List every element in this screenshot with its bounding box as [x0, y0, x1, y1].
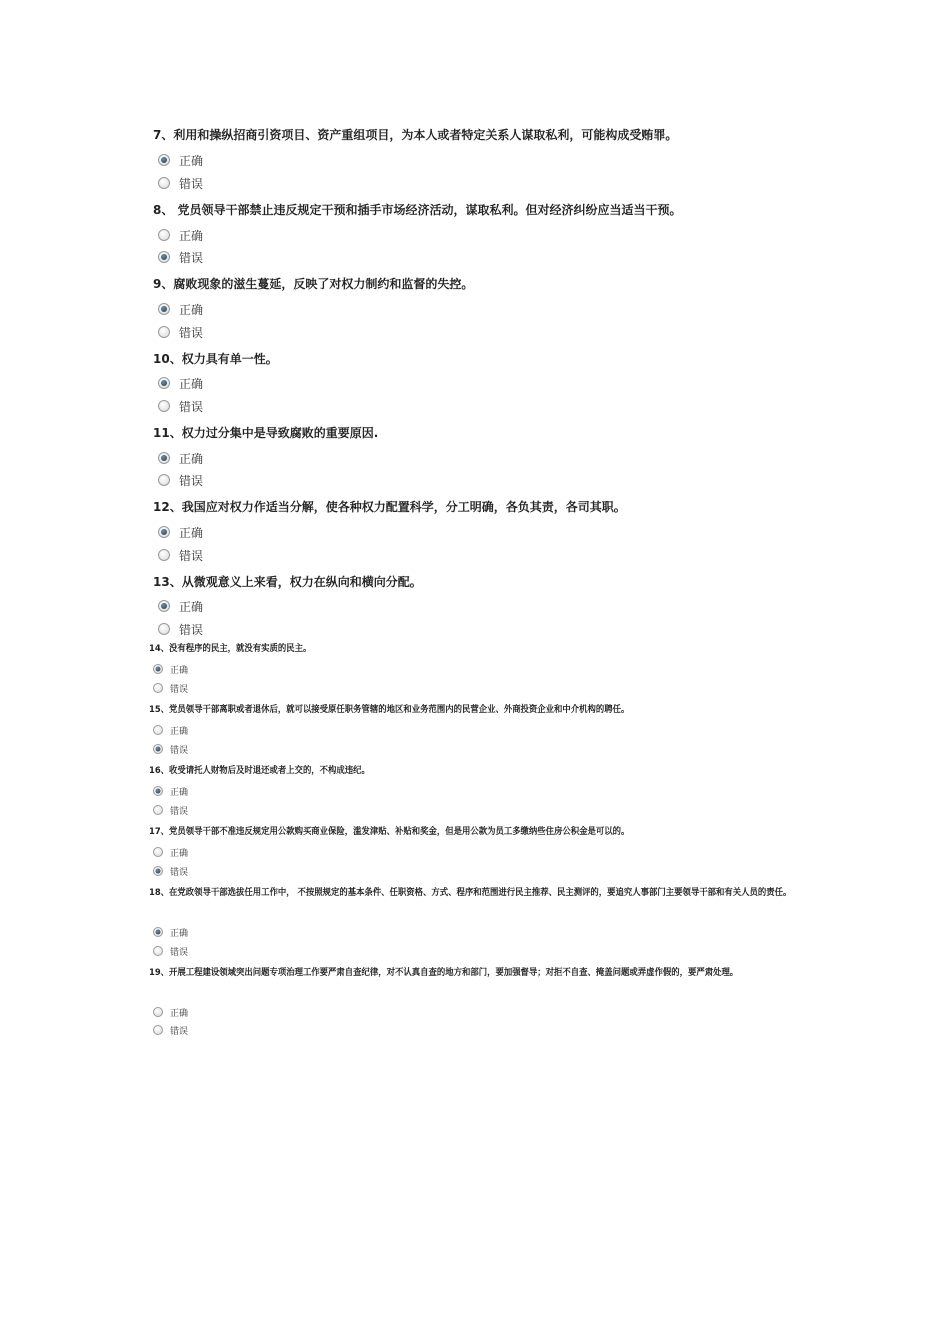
- option-label: 错误: [170, 867, 189, 878]
- option-false[interactable]: [158, 249, 203, 265]
- question-text: 15、党员领导干部离职或者退休后，就可以接受原任职务管辖的地区和业务范围内的民营企业、外商投资企业和中介机构的聘任。: [149, 705, 630, 715]
- question-text: 18、在党政领导干部选拔任用工作中， 不按照规定的基本条件、任职资格、方式、程序和范围进行民主推荐、民主测评的，要追究人事部门主要领导干部和有关人员的责任。: [149, 888, 792, 898]
- question-text: 7、利用和操纵招商引资项目、资产重组项目，为本人或者特定关系人谋取私利，可能构成受贿罪。: [153, 128, 678, 142]
- radio-button-icon[interactable]: [153, 786, 163, 796]
- option-label: 正确: [170, 726, 189, 737]
- option-label: 错误: [179, 176, 204, 191]
- option-false[interactable]: [153, 804, 188, 816]
- radio-button-icon[interactable]: [153, 946, 163, 956]
- option-label: 错误: [179, 399, 204, 414]
- option-true[interactable]: [153, 1006, 188, 1018]
- option-label: 正确: [179, 451, 204, 466]
- radio-button-icon[interactable]: [158, 303, 170, 315]
- option-label: 正确: [170, 928, 189, 939]
- option-label: 错误: [170, 1026, 189, 1037]
- option-true[interactable]: [158, 375, 203, 391]
- radio-button-icon[interactable]: [158, 326, 170, 338]
- option-false[interactable]: [153, 945, 188, 957]
- question-text: 19、开展工程建设领域突出问题专项治理工作要严肃自查纪律，对不认真自查的地方和部门，要加强督导；对拒不自查、掩盖问题或弄虚作假的，要严肃处理。: [149, 968, 739, 978]
- radio-button-icon[interactable]: [153, 1007, 163, 1017]
- option-false[interactable]: [158, 398, 203, 414]
- question-text: 12、我国应对权力作适当分解，使各种权力配置科学，分工明确，各负其责，各司其职。: [153, 500, 626, 514]
- option-label: 错误: [179, 325, 204, 340]
- radio-button-icon[interactable]: [153, 847, 163, 857]
- option-true[interactable]: [158, 524, 203, 540]
- option-false[interactable]: [158, 547, 203, 563]
- radio-button-icon[interactable]: [158, 623, 170, 635]
- question-text: 16、收受请托人财物后及时退还或者上交的，不构成违纪。: [149, 766, 370, 776]
- radio-button-icon[interactable]: [158, 452, 170, 464]
- radio-button-icon[interactable]: [153, 725, 163, 735]
- option-label: 错误: [170, 684, 189, 695]
- option-label: 错误: [170, 947, 189, 958]
- option-label: 正确: [179, 525, 204, 540]
- question-text: 11、权力过分集中是导致腐败的重要原因.: [153, 426, 379, 440]
- radio-button-icon[interactable]: [153, 866, 163, 876]
- option-label: 错误: [179, 473, 204, 488]
- radio-button-icon[interactable]: [153, 805, 163, 815]
- option-true[interactable]: [158, 152, 203, 168]
- option-false[interactable]: [158, 621, 203, 637]
- radio-button-icon[interactable]: [158, 600, 170, 612]
- radio-button-icon[interactable]: [153, 927, 163, 937]
- option-label: 正确: [170, 1008, 189, 1019]
- radio-button-icon[interactable]: [153, 683, 163, 693]
- option-label: 正确: [170, 848, 189, 859]
- question-text: 17、党员领导干部不准违反规定用公款购买商业保险，滥发津贴、补贴和奖金，但是用公款为员工多缴纳些住房公积金是可以的。: [149, 827, 630, 837]
- radio-button-icon[interactable]: [158, 251, 170, 263]
- option-label: 正确: [179, 228, 204, 243]
- option-true[interactable]: [158, 598, 203, 614]
- option-false[interactable]: [153, 1024, 188, 1036]
- option-false[interactable]: [153, 682, 188, 694]
- radio-button-icon[interactable]: [158, 154, 170, 166]
- option-label: 正确: [179, 153, 204, 168]
- option-true[interactable]: [158, 301, 203, 317]
- question-text: 10、权力具有单一性。: [153, 352, 278, 366]
- option-true[interactable]: [153, 663, 188, 675]
- option-true[interactable]: [153, 846, 188, 858]
- option-false[interactable]: [158, 472, 203, 488]
- option-label: 错误: [170, 745, 189, 756]
- option-label: 正确: [179, 599, 204, 614]
- radio-button-icon[interactable]: [153, 664, 163, 674]
- radio-button-icon[interactable]: [158, 377, 170, 389]
- option-true[interactable]: [158, 227, 203, 243]
- option-true[interactable]: [153, 724, 188, 736]
- option-label: 错误: [179, 250, 204, 265]
- option-label: 错误: [179, 622, 204, 637]
- option-false[interactable]: [153, 865, 188, 877]
- option-label: 错误: [179, 548, 204, 563]
- option-false[interactable]: [158, 324, 203, 340]
- radio-button-icon[interactable]: [158, 229, 170, 241]
- radio-button-icon[interactable]: [158, 526, 170, 538]
- radio-button-icon[interactable]: [153, 744, 163, 754]
- question-text: 8、 党员领导干部禁止违反规定干预和插手市场经济活动，谋取私利。但对经济纠纷应当适当干预。: [153, 203, 682, 217]
- option-true[interactable]: [158, 450, 203, 466]
- question-text: 9、腐败现象的滋生蔓延，反映了对权力制约和监督的失控。: [153, 277, 474, 291]
- option-label: 正确: [179, 302, 204, 317]
- radio-button-icon[interactable]: [153, 1025, 163, 1035]
- option-false[interactable]: [153, 743, 188, 755]
- question-text: 14、没有程序的民主，就没有实质的民主。: [149, 644, 312, 654]
- radio-button-icon[interactable]: [158, 474, 170, 486]
- radio-button-icon[interactable]: [158, 177, 170, 189]
- radio-button-icon[interactable]: [158, 549, 170, 561]
- option-label: 错误: [170, 806, 189, 817]
- option-label: 正确: [179, 376, 204, 391]
- option-false[interactable]: [158, 175, 203, 191]
- radio-button-icon[interactable]: [158, 400, 170, 412]
- option-label: 正确: [170, 787, 189, 798]
- option-true[interactable]: [153, 926, 188, 938]
- option-true[interactable]: [153, 785, 188, 797]
- option-label: 正确: [170, 665, 189, 676]
- question-text: 13、从微观意义上来看，权力在纵向和横向分配。: [153, 575, 422, 589]
